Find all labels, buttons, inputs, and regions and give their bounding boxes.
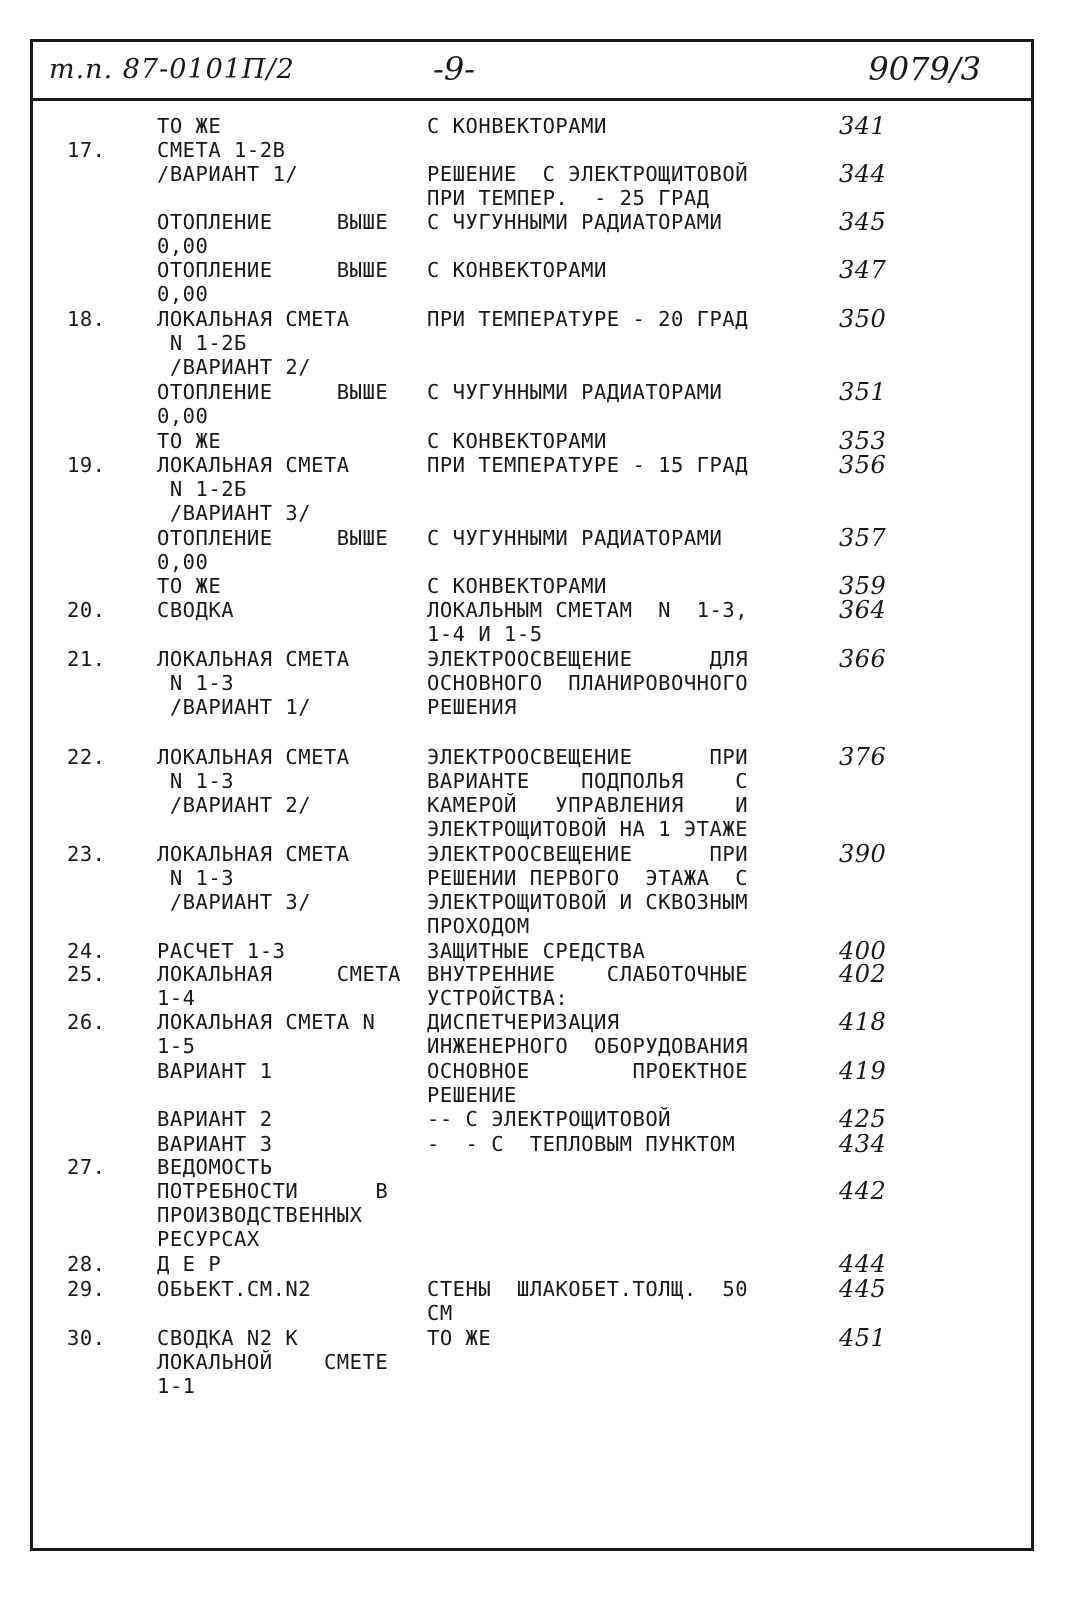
item-name: ВАРИАНТ 2 — [157, 1107, 273, 1131]
item-description: ДИСПЕТЧЕРИЗАЦИЯ ИНЖЕНЕРНОГО ОБОРУДОВАНИЯ — [427, 1010, 749, 1058]
item-description: ПРИ ТЕМПЕРАТУРЕ - 15 ГРАД — [427, 453, 749, 477]
item-page: 451 — [839, 1324, 887, 1352]
item-name: ЛОКАЛЬНАЯ СМЕТА 1-4 — [157, 962, 401, 1010]
item-page: 353 — [839, 427, 887, 455]
item-name: Д Е Р — [157, 1252, 222, 1276]
item-page: 357 — [839, 524, 887, 552]
item-page: 445 — [839, 1275, 887, 1303]
item-page: 442 — [839, 1177, 887, 1205]
item-name: ЛОКАЛЬНАЯ СМЕТА N 1-5 — [157, 1010, 376, 1058]
item-number: 30. — [67, 1326, 106, 1350]
document-sheet — [30, 39, 1034, 1551]
item-description: ЭЛЕКТРООСВЕЩЕНИЕ ПРИ ВАРИАНТЕ ПОДПОЛЬЯ С КАМЕРОЙ УПРАВЛЕНИЯ И ЭЛЕКТРОЩИТОВОЙ НА 1 ЭТАЖЕ — [427, 745, 749, 841]
item-description: С КОНВЕКТОРАМИ — [427, 114, 607, 138]
item-description: СТЕНЫ ШЛАКОБЕТ.ТОЛЩ. 50 СМ — [427, 1277, 749, 1325]
item-description: ЗАЩИТНЫЕ СРЕДСТВА — [427, 939, 646, 963]
item-name: СМЕТА 1-2В /ВАРИАНТ 1/ — [157, 138, 299, 186]
item-name: СВОДКА N2 К ЛОКАЛЬНОЙ СМЕТЕ 1-1 — [157, 1326, 389, 1398]
item-description: РЕШЕНИЕ С ЭЛЕКТРОЩИТОВОЙ ПРИ ТЕМПЕР. - 25 ГРАД — [427, 162, 749, 210]
item-page: 419 — [839, 1057, 887, 1085]
item-number: 19. — [67, 453, 106, 477]
item-description: С КОНВЕКТОРАМИ — [427, 429, 607, 453]
item-name: ТО ЖЕ — [157, 429, 222, 453]
item-page: 351 — [839, 378, 887, 406]
item-description: ЛОКАЛЬНЫМ СМЕТАМ N 1-3, 1-4 И 1-5 — [427, 598, 749, 646]
item-number: 29. — [67, 1277, 106, 1301]
item-number: 27. — [67, 1155, 106, 1179]
item-page: 400 — [839, 937, 887, 965]
item-name: ВЕДОМОСТЬ ПОТРЕБНОСТИ В ПРОИЗВОДСТВЕННЫХ РЕСУРСАХ — [157, 1155, 389, 1251]
item-number: 25. — [67, 962, 106, 986]
item-description: С КОНВЕКТОРАМИ — [427, 574, 607, 598]
item-name: ТО ЖЕ — [157, 574, 222, 598]
item-number: 21. — [67, 647, 106, 671]
item-page: 341 — [839, 112, 887, 140]
item-number: 17. — [67, 138, 106, 162]
item-name: ВАРИАНТ 1 — [157, 1059, 273, 1083]
item-page: 434 — [839, 1130, 887, 1158]
item-name: ЛОКАЛЬНАЯ СМЕТА N 1-2Б /ВАРИАНТ 2/ — [157, 307, 350, 379]
item-number: 26. — [67, 1010, 106, 1034]
item-number: 20. — [67, 598, 106, 622]
item-name: ОТОПЛЕНИЕ ВЫШЕ 0,00 — [157, 258, 389, 306]
item-name: ЛОКАЛЬНАЯ СМЕТА N 1-3 /ВАРИАНТ 1/ — [157, 647, 350, 719]
item-number: 23. — [67, 842, 106, 866]
item-name: ОТОПЛЕНИЕ ВЫШЕ 0,00 — [157, 210, 389, 258]
item-description: С ЧУГУННЫМИ РАДИАТОРАМИ — [427, 210, 723, 234]
item-page: 364 — [839, 596, 887, 624]
item-page: 350 — [839, 305, 887, 333]
item-description: -- С ЭЛЕКТРОЩИТОВОЙ — [427, 1107, 671, 1131]
contents-list — [33, 42, 1031, 1548]
item-page: 425 — [839, 1105, 887, 1133]
item-page: 366 — [839, 645, 887, 673]
item-description: - - С ТЕПЛОВЫМ ПУНКТОМ — [427, 1132, 736, 1156]
item-name: СВОДКА — [157, 598, 235, 622]
item-name: ЛОКАЛЬНАЯ СМЕТА N 1-3 /ВАРИАНТ 3/ — [157, 842, 350, 914]
item-description: ОСНОВНОЕ ПРОЕКТНОЕ РЕШЕНИЕ — [427, 1059, 749, 1107]
item-number: 28. — [67, 1252, 106, 1276]
item-description: С ЧУГУННЫМИ РАДИАТОРАМИ — [427, 380, 723, 404]
item-description: ВНУТРЕННИЕ СЛАБОТОЧНЫЕ УСТРОЙСТВА: — [427, 962, 749, 1010]
page-number: -9- — [433, 50, 475, 88]
item-description: ЭЛЕКТРООСВЕЩЕНИЕ ПРИ РЕШЕНИИ ПЕРВОГО ЭТАЖА С ЭЛЕКТРОЩИТОВОЙ И СКВОЗНЫМ ПРОХОДОМ — [427, 842, 749, 938]
item-name: ЛОКАЛЬНАЯ СМЕТА N 1-2Б /ВАРИАНТ 3/ — [157, 453, 350, 525]
item-page: 356 — [839, 451, 887, 479]
item-number: 24. — [67, 939, 106, 963]
sheet-code: 9079/3 — [868, 50, 981, 88]
item-page: 444 — [839, 1250, 887, 1278]
item-number: 22. — [67, 745, 106, 769]
item-page: 345 — [839, 208, 887, 236]
item-page: 402 — [839, 960, 887, 988]
item-page: 359 — [839, 572, 887, 600]
item-name: ОТОПЛЕНИЕ ВЫШЕ 0,00 — [157, 380, 389, 428]
item-name: ТО ЖЕ — [157, 114, 222, 138]
item-name: ОТОПЛЕНИЕ ВЫШЕ 0,00 — [157, 526, 389, 574]
document-code: т.п. 87-0101П/2 — [49, 54, 295, 85]
item-name: ЛОКАЛЬНАЯ СМЕТА N 1-3 /ВАРИАНТ 2/ — [157, 745, 350, 817]
item-page: 344 — [839, 160, 887, 188]
item-name: ВАРИАНТ 3 — [157, 1132, 273, 1156]
item-page: 418 — [839, 1008, 887, 1036]
item-description: С ЧУГУННЫМИ РАДИАТОРАМИ — [427, 526, 723, 550]
item-description: ПРИ ТЕМПЕРАТУРЕ - 20 ГРАД — [427, 307, 749, 331]
item-page: 376 — [839, 743, 887, 771]
item-description: С КОНВЕКТОРАМИ — [427, 258, 607, 282]
item-name: РАСЧЕТ 1-3 — [157, 939, 286, 963]
item-page: 390 — [839, 840, 887, 868]
item-name: ОБЬЕКТ.СМ.N2 — [157, 1277, 312, 1301]
item-number: 18. — [67, 307, 106, 331]
item-page: 347 — [839, 256, 887, 284]
item-description: ТО ЖЕ — [427, 1326, 492, 1350]
item-description: ЭЛЕКТРООСВЕЩЕНИЕ ДЛЯ ОСНОВНОГО ПЛАНИРОВОЧНОГО РЕШЕНИЯ — [427, 647, 749, 719]
